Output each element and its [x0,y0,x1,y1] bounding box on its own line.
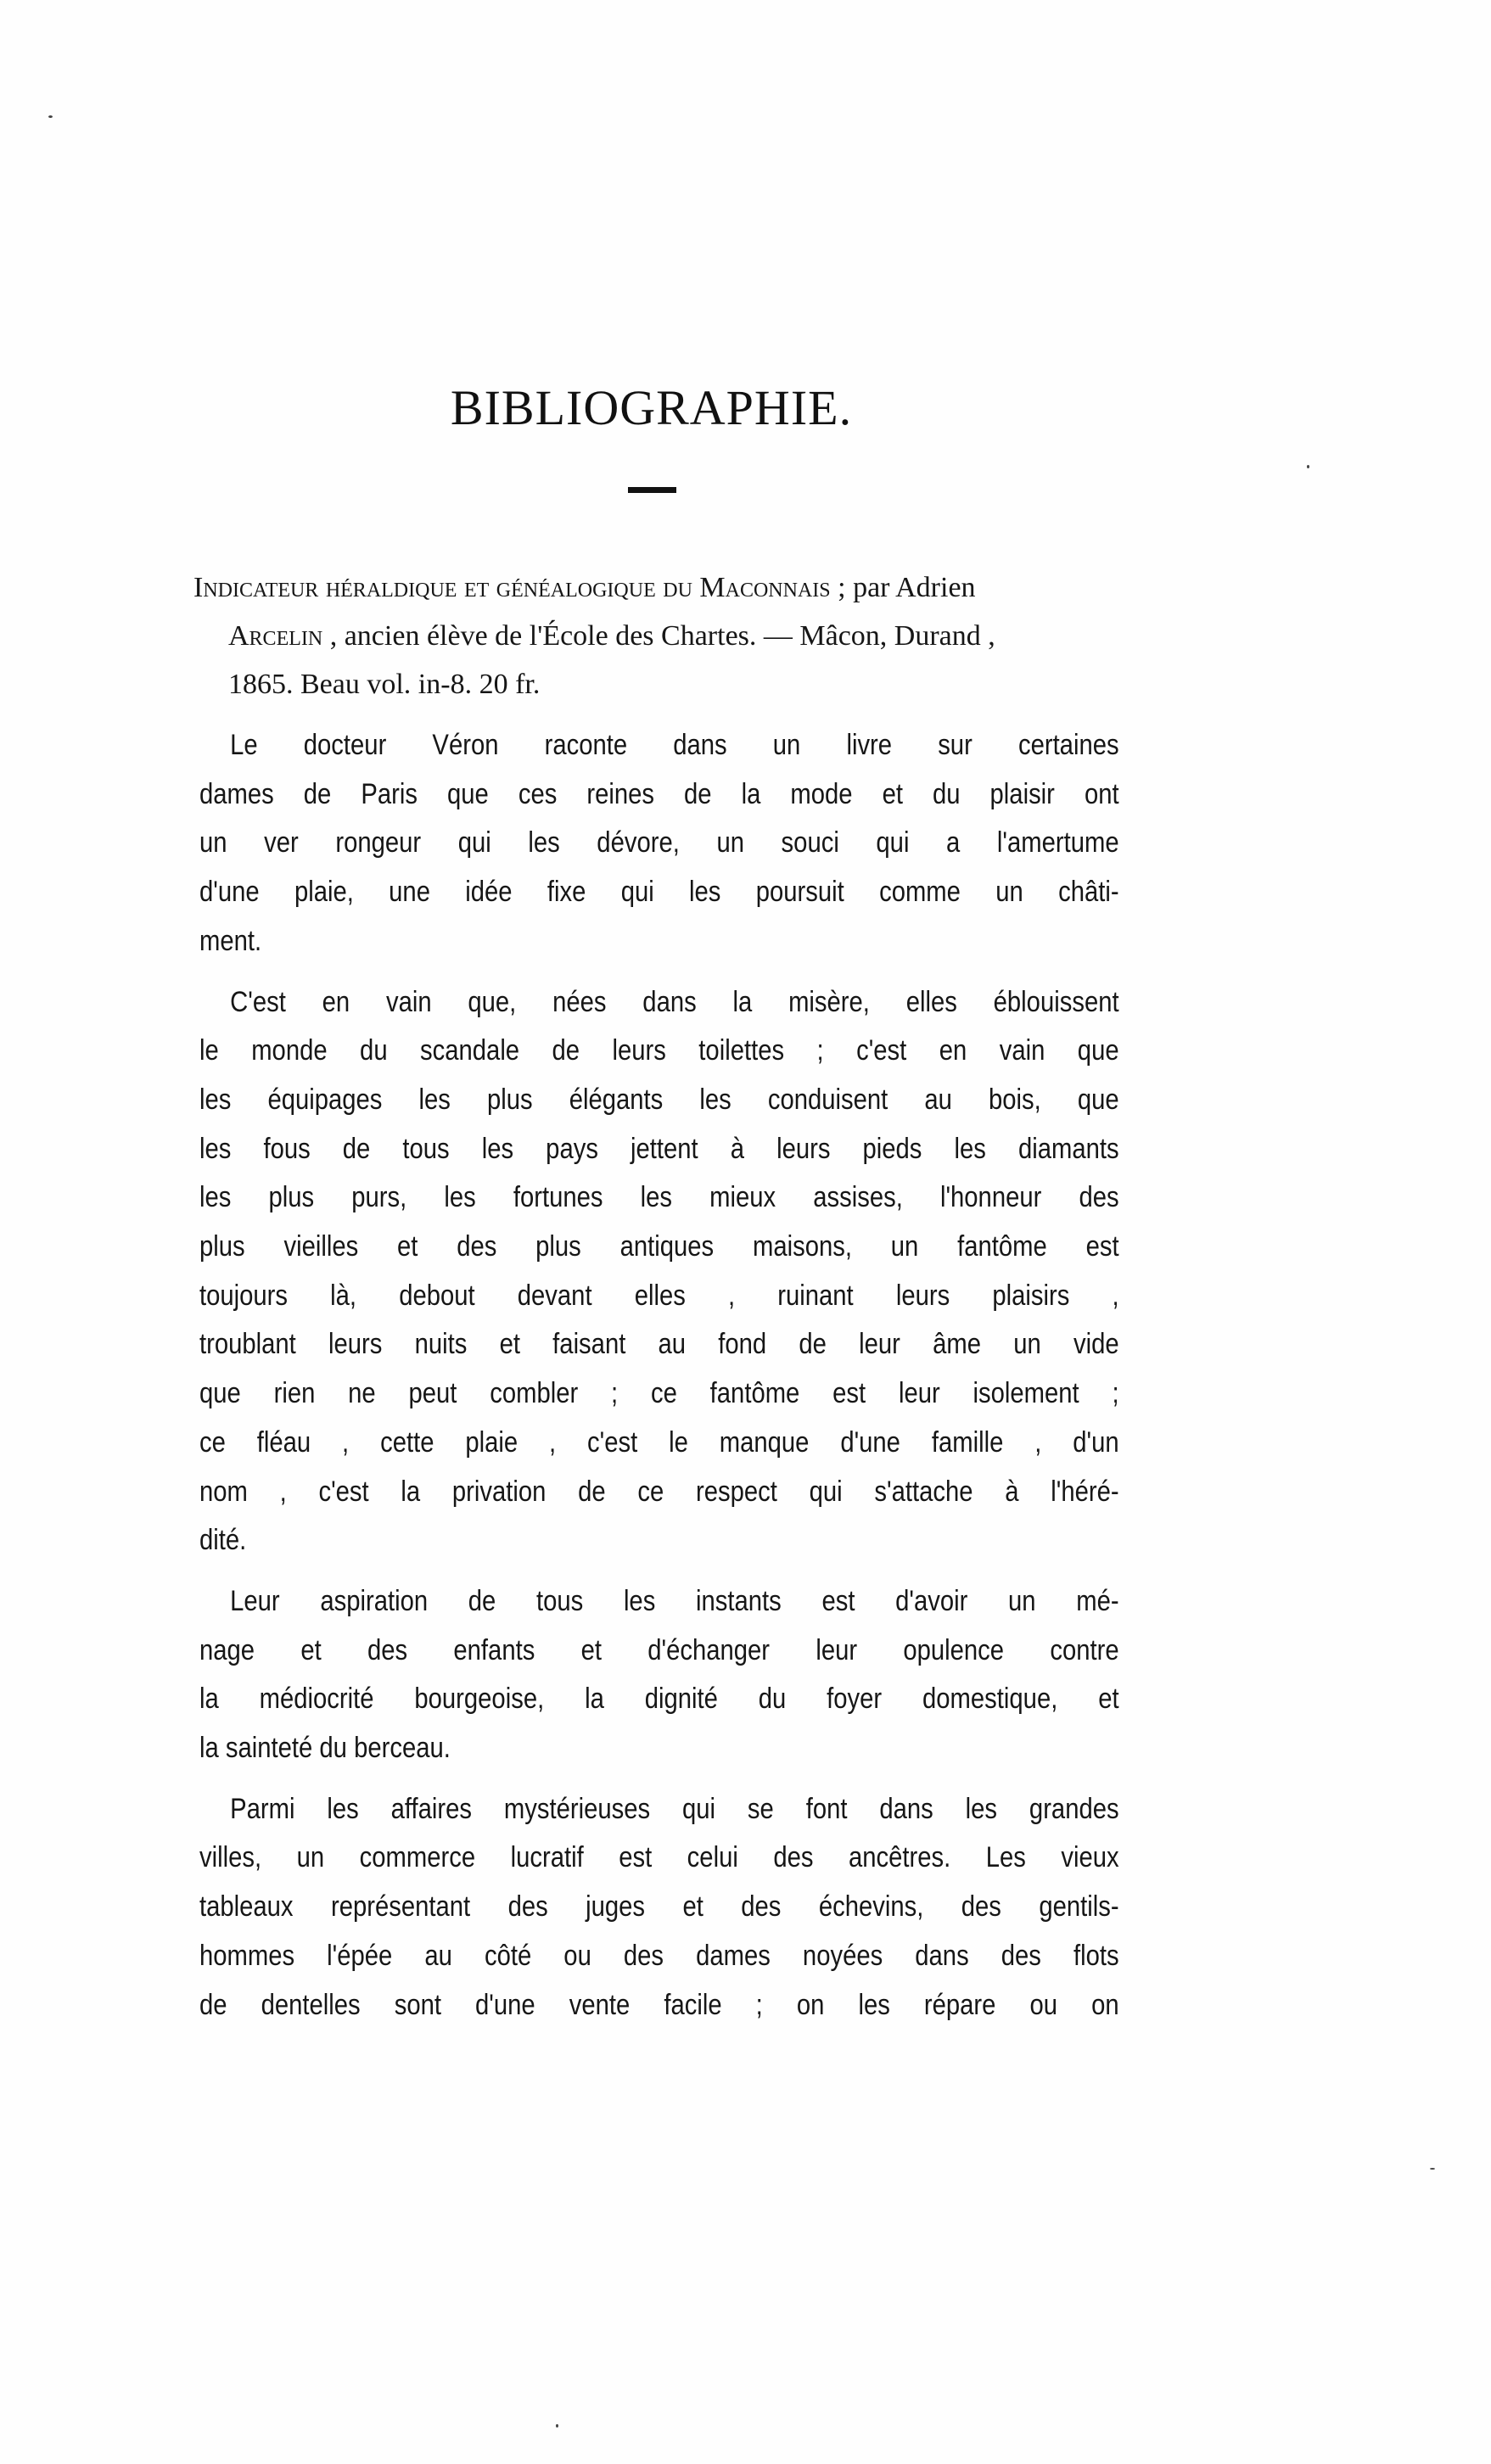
text-line: plus vieilles et des plus antiques maisons, un fantôme est [199,1230,1119,1263]
citation-line [193,612,1118,660]
text-line: villes, un commerce lucratif est celui des ancêtres. Les vieux [199,1841,1119,1874]
paragraph [199,1577,1119,1773]
text-line: la médiocrité bourgeoise, la dignité du foyer domestique, et [199,1683,1119,1716]
bibliographic-citation [193,563,1118,708]
text-line: C'est en vain que, nées dans la misère, elles éblouissent [230,985,1119,1018]
text-line: le monde du scandale de leurs toilettes ; c'est en vain que [199,1034,1119,1067]
text-line: les plus purs, les fortunes les mieux assises, l'honneur des [199,1181,1119,1214]
article-body [199,721,1119,2030]
paragraph [199,978,1119,1565]
citation-text: ; par Adrien [830,572,976,603]
text-line: ment. [199,924,262,957]
text-line: que rien ne peut combler ; ce fantôme est leur isolement ; [199,1377,1119,1410]
text-line: hommes l'épée au côté ou des dames noyées dans des flots [199,1939,1119,1972]
text-line: nom , c'est la privation de ce respect qui s'attache à l'héré- [199,1475,1119,1508]
text-line: troublant leurs nuits et faisant au fond de leur âme un vide [199,1328,1119,1361]
text-line: les équipages les plus élégants les conduisent au bois, que [199,1083,1119,1116]
text-line: Le docteur Véron raconte dans un livre sur certaines [230,729,1119,761]
text-line: toujours là, debout devant elles , ruinant leurs plaisirs , [199,1279,1119,1312]
text-line: Leur aspiration de tous les instants est d'avoir un mé- [230,1584,1119,1617]
text-line: la sainteté du berceau. [199,1732,451,1765]
text-line: nage et des enfants et d'échanger leur opulence contre [199,1633,1119,1666]
text-line: tableaux représentant des juges et des échevins, des gentils- [199,1890,1119,1924]
citation-smallcaps-text: Indicateur héraldique et généalogique du Maconnais [193,572,831,603]
text-line: ce fléau , cette plaie , c'est le manque d'une famille , d'un [199,1425,1119,1459]
citation-text: , ancien élève de l'École des Chartes. — Mâcon, Durand , [322,620,995,652]
title-rule [628,487,676,493]
scan-speck [556,2424,558,2428]
page-title: BIBLIOGRAPHIE. [450,380,853,435]
text-line: dité. [199,1524,247,1557]
text-line: Parmi les affaires mystérieuses qui se font dans les grandes [230,1792,1119,1825]
scan-speck [48,115,53,118]
text-line: dames de Paris que ces reines de la mode et du plaisir ont [199,777,1119,810]
citation-smallcaps-text: Arcelin [228,620,323,652]
text-line: un ver rongeur qui les dévore, un souci qui a l'amertume [199,826,1119,860]
scan-speck [1430,2168,1435,2170]
text-line: de dentelles sont d'une vente facile ; on les répare ou on [199,1988,1119,2021]
text-line: les fous de tous les pays jettent à leurs pieds les diamants [199,1132,1119,1165]
citation-text: 1865. Beau vol. in-8. 20 fr. [228,669,541,700]
paragraph [199,1785,1119,2030]
citation-line [193,660,1118,708]
scan-speck [1307,465,1309,468]
citation-line [193,563,1118,612]
paragraph [199,721,1119,966]
text-line: d'une plaie, une idée fixe qui les poursuit comme un châti- [199,876,1119,909]
